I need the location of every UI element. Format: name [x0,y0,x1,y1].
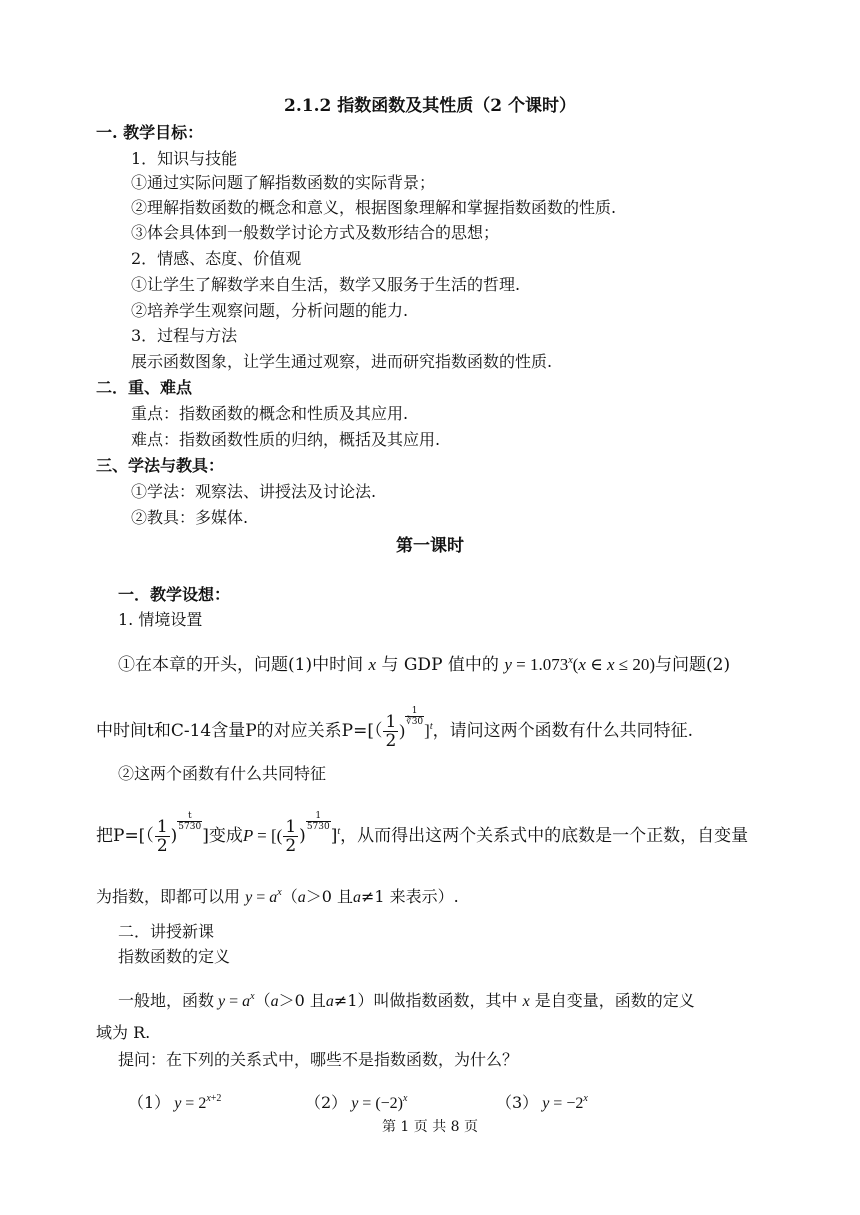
objective-line: ①通过实际问题了解指数函数的实际背景； [131,173,436,192]
definition-title: 指数函数的定义 [118,947,231,966]
objective-line: ②培养学生观察问题，分析问题的能力. [131,301,409,320]
math-fraction: $\frac{1}{2}$ [385,712,397,751]
objective-line: 2．情感、态度、价值观 [131,249,302,268]
section-heading-methods: 三、学法与教具： [96,456,225,475]
math-exponent: $\frac{1}{5730}$ [306,811,330,832]
question-line: 提问：在下列的关系式中，哪些不是指数函数，为什么？ [118,1050,519,1069]
page-title: 2.1.2 指数函数及其性质（2 个课时） [284,96,576,116]
example-2: （2） $y = (-2)^x$ [305,1093,408,1112]
objective-line: ③体会具体到一般数学讨论方式及数形结合的思想； [131,223,500,242]
section-heading-objectives: 一. 教学目标： [96,123,204,142]
objective-line: 1．知识与技能 [131,149,238,168]
math-formula-gdp: $y = 1.073^x(x$ ∈ x ≤ 20) [504,655,656,674]
objective-line: ①让学生了解数学来自生活，数学又服务于生活的哲理. [131,275,521,294]
definition-line: 域为 R. [96,1023,151,1042]
section-heading-keypoints: 二．重、难点 [96,378,193,397]
design-paragraph: 为指数，即都可以用 $y = a^x(a>0$ 且a≠1 来表示）. [96,887,459,906]
example-3: （3） $y = -2^x$ [496,1093,588,1112]
design-paragraph: 把P=[（ $\frac{1}{2}$ ) $\frac{t}{5730}$ ]变成P = [( $\frac{1}{2}$ ) $\frac{1}{5730}$ ]$^t$，从而得出这两个关系式中的底数是一个正数，自变量 [96,811,749,856]
math-exponent: $\frac{1}{∛30}$ [405,706,424,727]
objective-line: 3．过程与方法 [131,326,238,345]
keypoint-line: 难点：指数函数性质的归纳，概括及其应用. [131,430,441,449]
design-paragraph: 中时间t和C-14含量P的对应关系P=[（ $\frac{1}{2}$ ) $\frac{1}{∛30}$ ]$^t$，请问这两个函数有什么共同特征. [96,706,694,751]
objective-line: ②理解指数函数的概念和意义，根据图象理解和掌握指数函数的性质. [131,198,617,217]
objective-line: 展示函数图象，让学生通过观察，进而研究指数函数的性质. [131,352,553,371]
design-heading: 一．教学设想： [118,585,231,604]
math-exponent: $\frac{t}{5730}$ [178,811,202,832]
math-x: x [368,655,377,674]
lesson-title: 第一课时 [396,536,464,556]
design-line: 1. 情境设置 [118,610,203,629]
method-line: ①学法：观察法、讲授法及讨论法. [131,482,377,501]
math-fraction: $\frac{1}{2}$ [156,817,168,856]
math-fraction: $\frac{1}{2}$ [285,817,297,856]
page-footer: 第 1 页 共 8 页 [381,1119,479,1135]
design-line: ②这两个函数有什么共同特征 [118,764,327,783]
example-1: （1） $y = 2^{x+2}$ [128,1093,222,1112]
design-paragraph: ①在本章的开头，问题(1)中时间 x 与 GDP 值中的 $y = 1.073^x(x$ ∈ x ≤ 20)与问题(2) [118,655,731,675]
teach-heading: 二．讲授新课 [118,922,215,941]
method-line: ②教具：多媒体. [131,508,249,527]
definition-paragraph: 一般地，函数 $y = a^x(a>0$ 且a≠1）叫做指数函数，其中 x 是自变量，函数的定义 [118,991,695,1010]
keypoint-line: 重点：指数函数的概念和性质及其应用. [131,404,409,423]
